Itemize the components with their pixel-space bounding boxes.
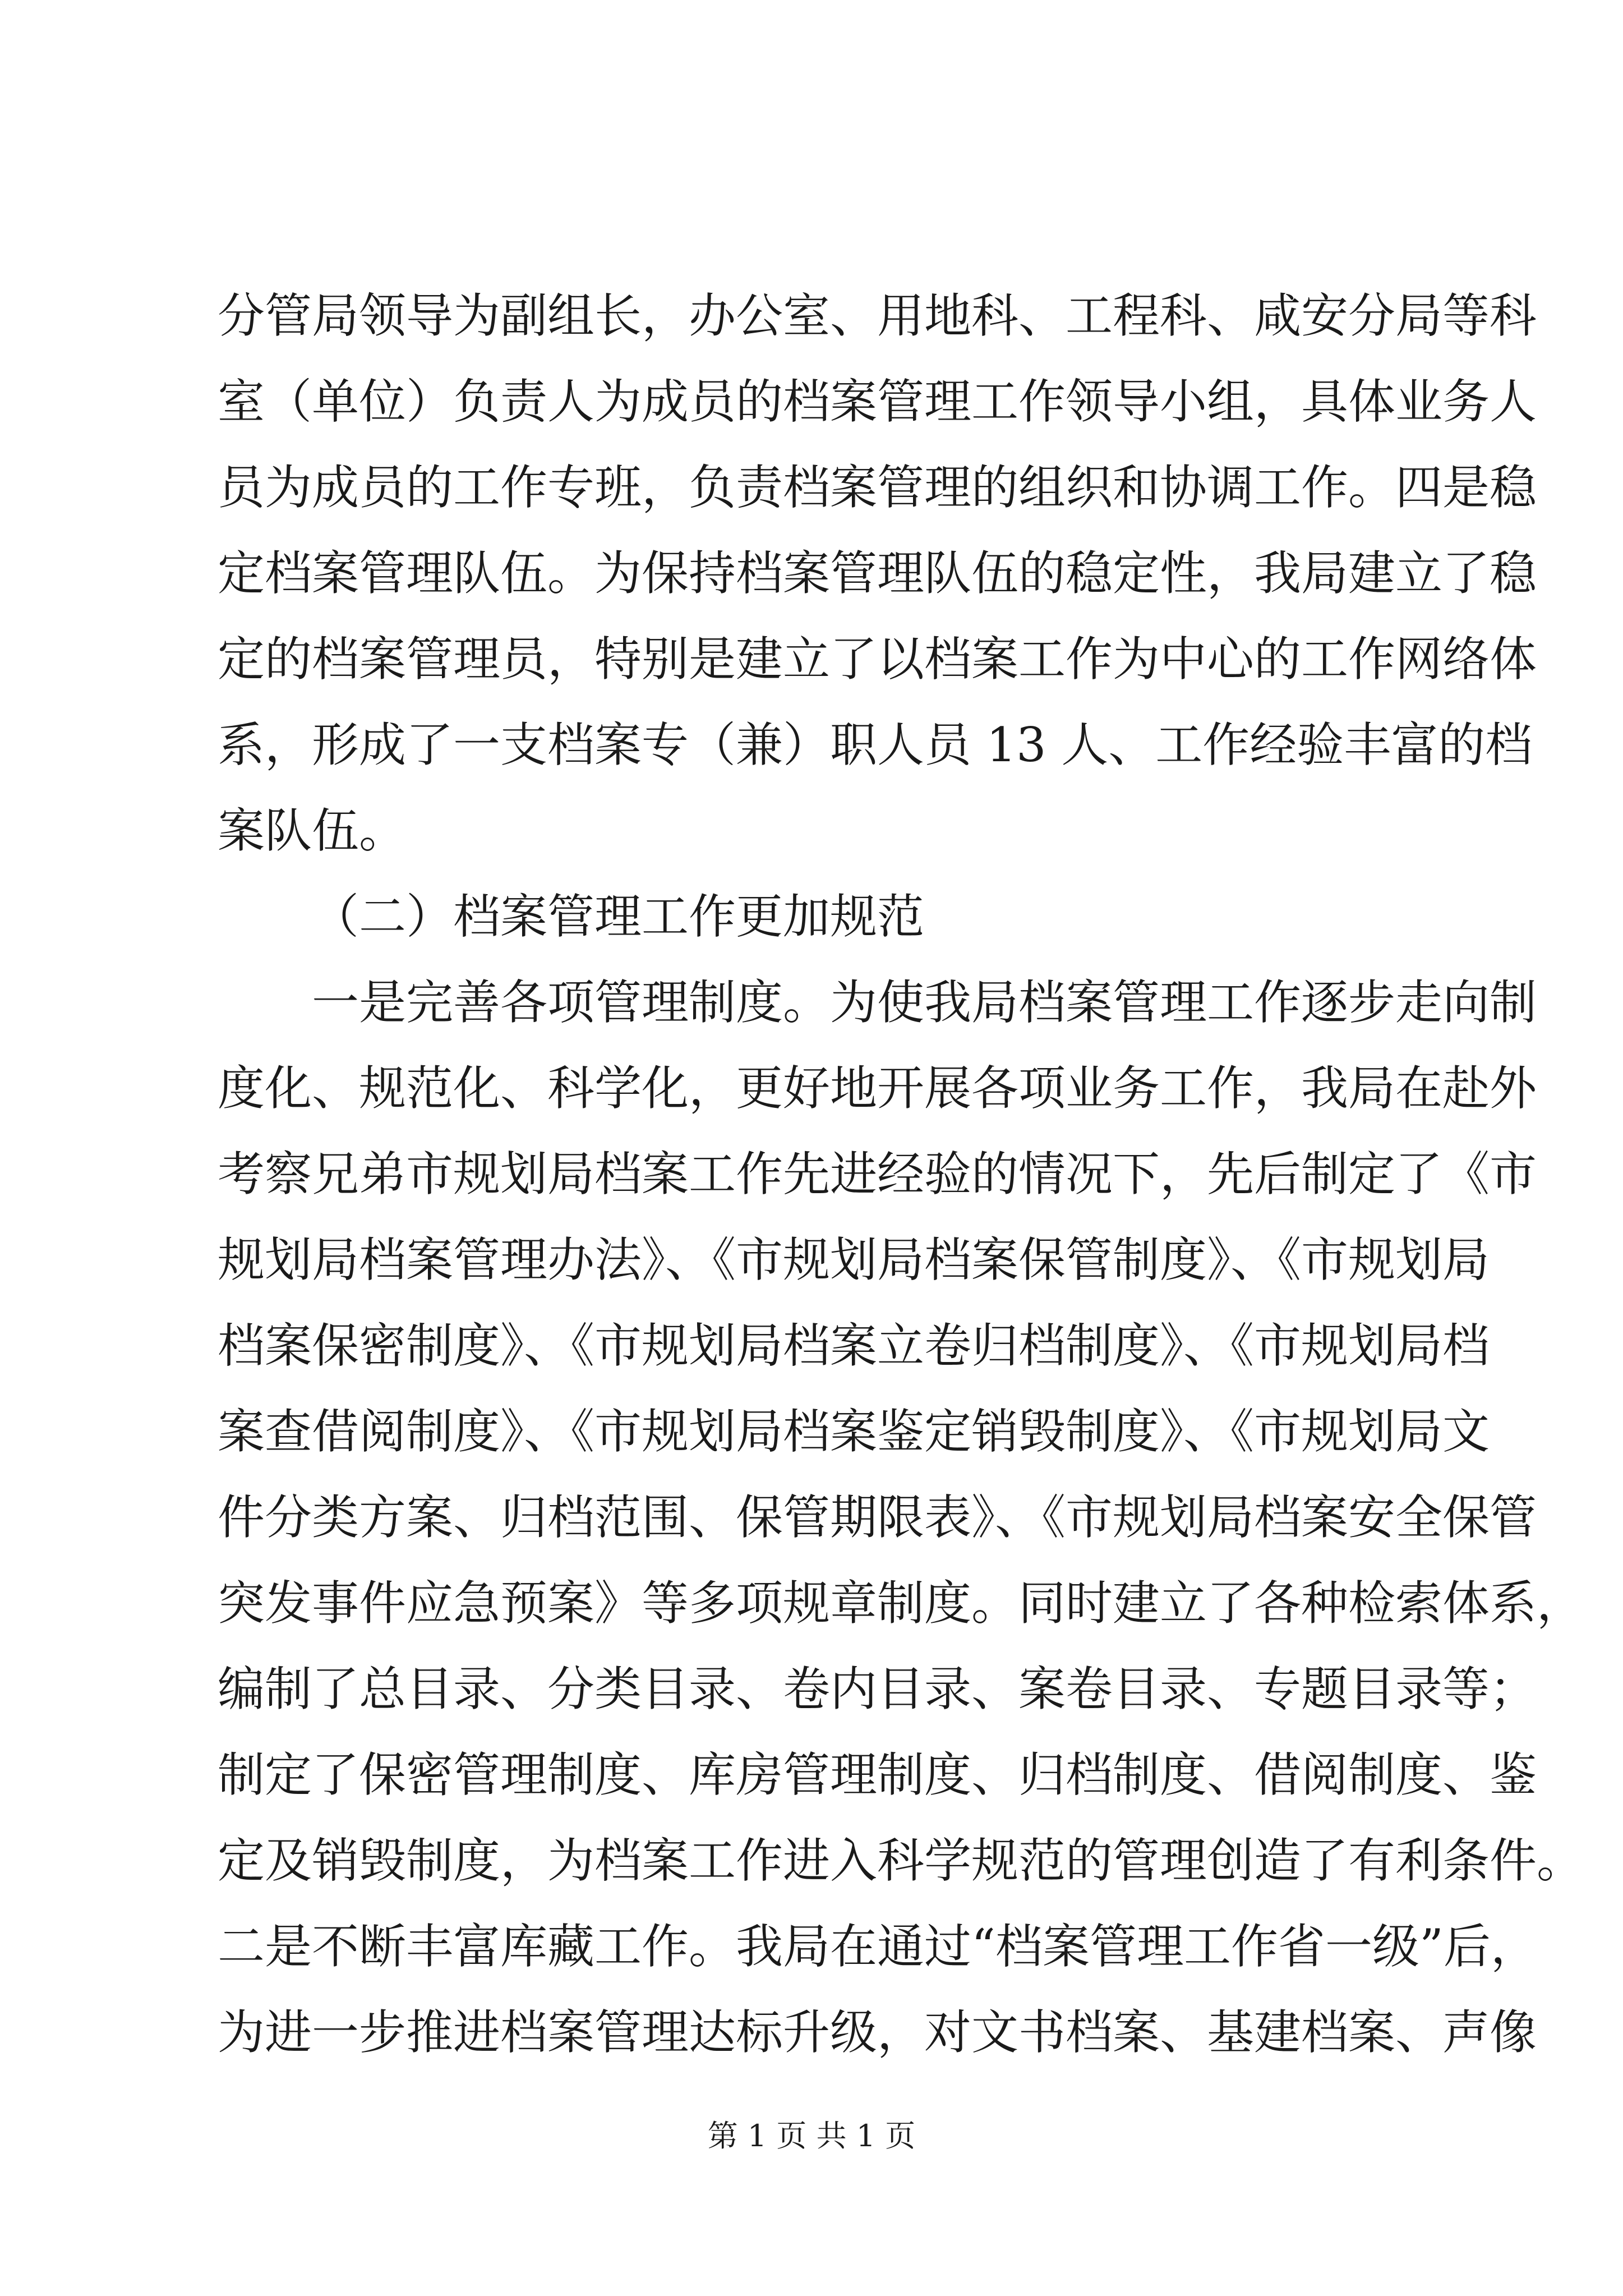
paragraph-line-2: 室（单位）负责人为成员的档案管理工作领导小组，具体业务人: [218, 374, 1537, 429]
paragraph-line-19: 定及销毁制度，为档案工作进入科学规范的管理创造了有利条件。: [218, 1833, 1584, 1888]
paragraph-line-20: 二是不断丰富库藏工作。我局在通过“档案管理工作省一级”后，: [218, 1919, 1538, 1974]
paragraph-line-12: 规划局档案管理办法》、《市规划局档案保管制度》、《市规划局: [218, 1232, 1490, 1287]
paragraph-line-9: 一是完善各项管理制度。为使我局档案管理工作逐步走向制: [312, 975, 1537, 1030]
section-heading: （二）档案管理工作更加规范: [312, 889, 925, 944]
paragraph-line-10: 度化、规范化、科学化，更好地开展各项业务工作，我局在赴外: [218, 1061, 1537, 1116]
paragraph-line-1: 分管局领导为副组长，办公室、用地科、工程科、咸安分局等科: [218, 288, 1537, 343]
paragraph-line-21: 为进一步推进档案管理达标升级，对文书档案、基建档案、声像: [218, 2005, 1537, 2060]
paragraph-line-17: 编制了总目录、分类目录、卷内目录、案卷目录、专题目录等；: [218, 1662, 1537, 1717]
paragraph-line-13: 档案保密制度》、《市规划局档案立卷归档制度》、《市规划局档: [218, 1318, 1490, 1373]
paragraph-line-7: 案队伍。: [218, 803, 407, 858]
paragraph-line-15: 件分类方案、归档范围、保管期限表》、《市规划局档案安全保管: [218, 1490, 1537, 1545]
paragraph-line-14: 案查借阅制度》、《市规划局档案鉴定销毁制度》、《市规划局文: [218, 1404, 1490, 1459]
paragraph-line-18: 制定了保密管理制度、库房管理制度、归档制度、借阅制度、鉴: [218, 1747, 1537, 1802]
paragraph-line-5: 定的档案管理员，特别是建立了以档案工作为中心的工作网络体: [218, 632, 1537, 687]
paragraph-line-6: 系，形成了一支档案专（兼）职人员 13 人、工作经验丰富的档: [218, 717, 1533, 772]
page-footer: 第 1 页 共 1 页: [707, 2118, 916, 2154]
paragraph-line-3: 员为成员的工作专班，负责档案管理的组织和协调工作。四是稳: [218, 460, 1537, 515]
paragraph-line-4: 定档案管理队伍。为保持档案管理队伍的稳定性，我局建立了稳: [218, 546, 1537, 601]
paragraph-line-16: 突发事件应急预案》等多项规章制度。同时建立了各种检索体系，: [218, 1576, 1584, 1631]
paragraph-line-11: 考察兄弟市规划局档案工作先进经验的情况下，先后制定了《市: [218, 1147, 1537, 1202]
